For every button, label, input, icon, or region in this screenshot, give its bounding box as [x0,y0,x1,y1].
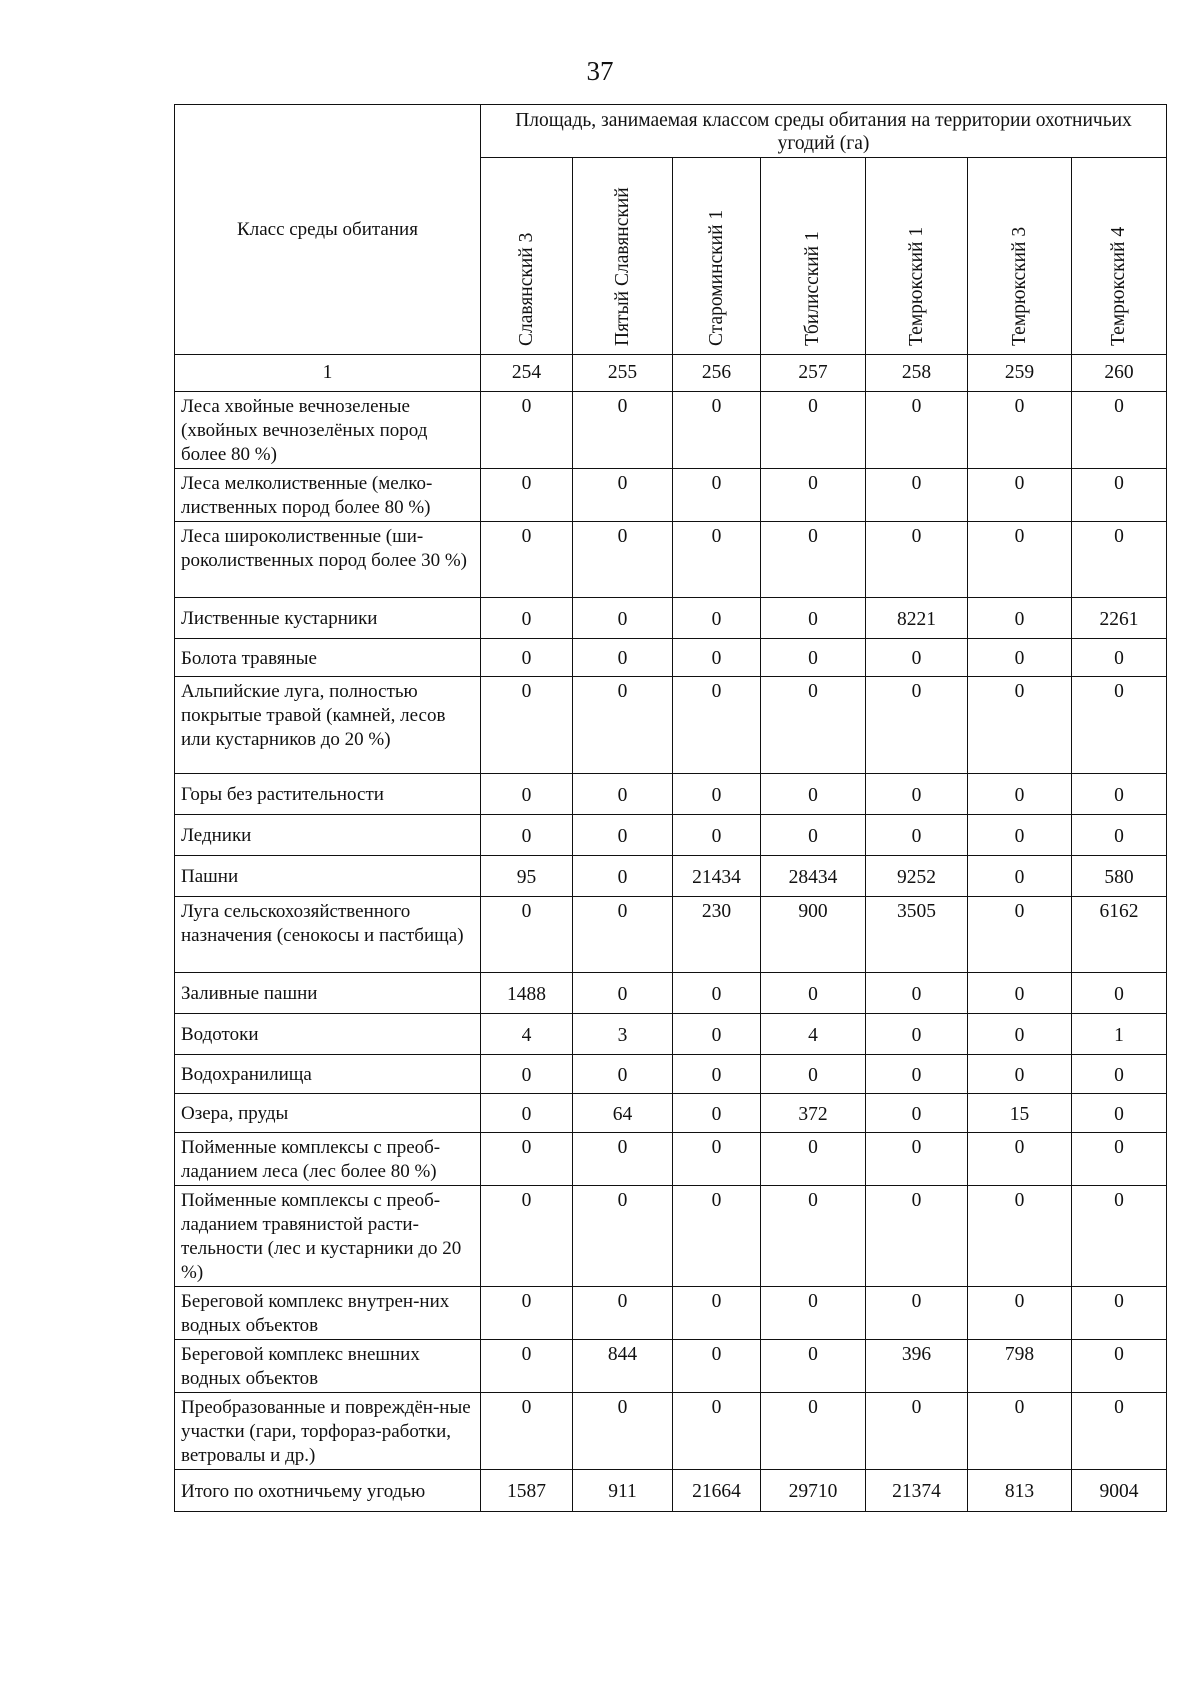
area-value: 0 [1072,1287,1167,1340]
area-value: 0 [481,1287,573,1340]
area-value: 0 [1072,677,1167,774]
area-value: 0 [968,1393,1072,1470]
table-row [175,639,1167,677]
area-value: 0 [673,1393,761,1470]
column-header: Тбилисский 1 [761,158,866,355]
area-value: 3 [573,1014,673,1055]
area-value: 0 [481,677,573,774]
area-value: 0 [761,1393,866,1470]
area-value: 0 [866,815,968,856]
area-value: 0 [968,639,1072,677]
habitat-class-name: Преобразованные и повреждён-ные участки (гари, торфораз-работки, ветровалы и др.) [175,1393,481,1470]
area-value: 0 [968,598,1072,639]
area-value: 0 [866,639,968,677]
area-value: 0 [968,897,1072,973]
area-value: 0 [761,392,866,469]
area-value: 230 [673,897,761,973]
area-value: 0 [968,1055,1072,1094]
area-value: 0 [673,1133,761,1186]
area-value: 0 [866,774,968,815]
area-value: 1 [1072,1014,1167,1055]
area-value: 0 [573,1055,673,1094]
area-value: 28434 [761,856,866,897]
table-row [175,469,1167,522]
page-number: 37 [586,56,614,86]
table-row [175,774,1167,815]
area-value: 0 [573,1133,673,1186]
area-value: 0 [968,1287,1072,1340]
area-value: 0 [761,973,866,1014]
area-value: 0 [1072,1186,1167,1287]
habitat-area-table [174,104,1167,1512]
area-value: 0 [481,469,573,522]
area-value: 0 [968,815,1072,856]
column-number: 258 [866,355,968,392]
area-value: 0 [573,522,673,598]
column-number: 260 [1072,355,1167,392]
area-group-header: Площадь, занимаемая классом среды обитания на территории охотничьих угодий (га) [481,105,1167,158]
area-value: 2261 [1072,598,1167,639]
area-value: 0 [573,469,673,522]
table-row [175,1393,1167,1470]
habitat-class-name: Пойменные комплексы с преоб-ладанием леса (лес более 80 %) [175,1133,481,1186]
area-value: 6162 [1072,897,1167,973]
column-number: 1 [175,355,481,392]
area-value: 0 [761,677,866,774]
area-value: 3505 [866,897,968,973]
habitat-class-name: Леса широколиственные (ши-роколиственных пород более 30 %) [175,522,481,598]
area-value: 0 [866,1094,968,1133]
area-value: 0 [761,1340,866,1393]
area-value: 0 [761,1287,866,1340]
area-value: 21434 [673,856,761,897]
area-value: 0 [1072,392,1167,469]
total-value: 21374 [866,1470,968,1512]
area-value: 0 [968,677,1072,774]
area-value: 0 [481,598,573,639]
area-value: 8221 [866,598,968,639]
total-value: 9004 [1072,1470,1167,1512]
area-value: 0 [673,469,761,522]
habitat-class-name: Горы без растительности [175,774,481,815]
area-value: 0 [1072,469,1167,522]
table-row [175,1287,1167,1340]
table-row [175,897,1167,973]
area-value: 0 [1072,1340,1167,1393]
total-row [175,1470,1167,1512]
area-value: 0 [673,1287,761,1340]
table-row [175,677,1167,774]
area-value: 64 [573,1094,673,1133]
column-header: Темрюкский 4 [1072,158,1167,355]
area-value: 0 [866,1014,968,1055]
total-value: 21664 [673,1470,761,1512]
area-value: 0 [481,1340,573,1393]
column-number: 257 [761,355,866,392]
column-header: Пятый Славянский [573,158,673,355]
column-number: 254 [481,355,573,392]
area-value: 0 [673,774,761,815]
habitat-class-name: Пашни [175,856,481,897]
area-value: 0 [673,1014,761,1055]
area-value: 0 [761,1186,866,1287]
area-value: 0 [1072,1393,1167,1470]
area-value: 0 [573,677,673,774]
area-value: 0 [573,856,673,897]
column-number: 259 [968,355,1072,392]
area-value: 0 [866,1055,968,1094]
area-value: 0 [481,639,573,677]
area-value: 0 [1072,639,1167,677]
area-value: 0 [573,774,673,815]
habitat-class-name: Заливные пашни [175,973,481,1014]
area-value: 1488 [481,973,573,1014]
area-value: 844 [573,1340,673,1393]
area-value: 0 [1072,1094,1167,1133]
area-value: 372 [761,1094,866,1133]
area-value: 0 [481,392,573,469]
area-value: 0 [761,774,866,815]
area-value: 4 [761,1014,866,1055]
table-row [175,1340,1167,1393]
area-value: 0 [673,815,761,856]
area-value: 0 [573,1393,673,1470]
area-value: 0 [673,677,761,774]
area-value: 0 [481,1055,573,1094]
area-value: 0 [866,1186,968,1287]
area-value: 0 [866,522,968,598]
area-value: 0 [573,973,673,1014]
area-value: 0 [573,639,673,677]
table-row [175,856,1167,897]
habitat-class-name: Ледники [175,815,481,856]
area-value: 0 [673,1340,761,1393]
area-value: 0 [673,392,761,469]
area-value: 0 [761,522,866,598]
area-value: 0 [866,677,968,774]
area-value: 0 [866,1133,968,1186]
habitat-class-name: Пойменные комплексы с преоб-ладанием травянистой расти-тельности (лес и кустарники до 20 %) [175,1186,481,1287]
table-row [175,973,1167,1014]
area-value: 0 [1072,815,1167,856]
area-value: 0 [1072,1133,1167,1186]
area-value: 396 [866,1340,968,1393]
area-value: 95 [481,856,573,897]
habitat-class-name: Луга сельскохозяйственного назначения (сенокосы и пастбища) [175,897,481,973]
area-value: 0 [761,815,866,856]
area-value: 0 [481,1094,573,1133]
habitat-class-header: Класс среды обитания [175,105,481,355]
area-value: 0 [573,1287,673,1340]
area-value: 0 [968,774,1072,815]
total-value: 1587 [481,1470,573,1512]
area-value: 0 [968,973,1072,1014]
area-value: 0 [968,1186,1072,1287]
column-header: Славянский 3 [481,158,573,355]
table-row [175,1186,1167,1287]
table-row [175,392,1167,469]
area-value: 0 [481,897,573,973]
area-value: 4 [481,1014,573,1055]
area-value: 0 [968,856,1072,897]
habitat-class-name: Лиственные кустарники [175,598,481,639]
area-value: 0 [673,1186,761,1287]
area-value: 0 [1072,774,1167,815]
area-value: 0 [573,897,673,973]
table-row [175,815,1167,856]
area-value: 0 [673,1094,761,1133]
area-value: 0 [673,973,761,1014]
column-number: 255 [573,355,673,392]
area-value: 0 [1072,973,1167,1014]
habitat-class-name: Леса хвойные вечнозеленые (хвойных вечнозелёных пород более 80 %) [175,392,481,469]
column-number-row [175,355,1167,392]
area-value: 0 [481,774,573,815]
area-value: 0 [968,469,1072,522]
area-value: 798 [968,1340,1072,1393]
area-value: 0 [481,815,573,856]
area-value: 0 [968,392,1072,469]
habitat-class-name: Болота травяные [175,639,481,677]
area-value: 900 [761,897,866,973]
area-value: 0 [866,392,968,469]
area-value: 0 [481,1186,573,1287]
area-value: 0 [866,973,968,1014]
column-header: Темрюкский 1 [866,158,968,355]
area-value: 0 [573,1186,673,1287]
area-value: 0 [866,1287,968,1340]
habitat-class-name: Озера, пруды [175,1094,481,1133]
area-value: 0 [866,469,968,522]
area-value: 0 [673,639,761,677]
area-value: 0 [761,469,866,522]
area-value: 0 [761,598,866,639]
habitat-class-name: Водотоки [175,1014,481,1055]
table-row [175,1055,1167,1094]
table-row [175,1014,1167,1055]
table-row [175,1094,1167,1133]
column-header: Староминский 1 [673,158,761,355]
area-value: 0 [1072,1055,1167,1094]
area-value: 0 [481,1393,573,1470]
area-value: 0 [481,1133,573,1186]
area-value: 15 [968,1094,1072,1133]
habitat-class-name: Береговой комплекс внешних водных объектов [175,1340,481,1393]
habitat-class-name: Альпийские луга, полностью покрытые травой (камней, лесов или кустарников до 20 %) [175,677,481,774]
area-value: 0 [481,522,573,598]
column-header: Темрюкский 3 [968,158,1072,355]
area-value: 0 [761,1133,866,1186]
total-value: 29710 [761,1470,866,1512]
total-label: Итого по охотничьему угодью [175,1470,481,1512]
area-value: 0 [761,1055,866,1094]
area-value: 0 [573,392,673,469]
area-value: 0 [573,815,673,856]
habitat-class-name: Водохранилища [175,1055,481,1094]
area-value: 0 [673,522,761,598]
habitat-class-name: Береговой комплекс внутрен-них водных объектов [175,1287,481,1340]
table-row [175,598,1167,639]
area-value: 0 [968,1133,1072,1186]
area-value: 0 [1072,522,1167,598]
area-value: 0 [968,1014,1072,1055]
habitat-class-name: Леса мелколиственные (мелко-лиственных пород более 80 %) [175,469,481,522]
area-value: 0 [573,598,673,639]
area-value: 9252 [866,856,968,897]
table-row [175,1133,1167,1186]
area-value: 0 [761,639,866,677]
table-row [175,522,1167,598]
area-value: 0 [673,1055,761,1094]
total-value: 813 [968,1470,1072,1512]
column-number: 256 [673,355,761,392]
total-value: 911 [573,1470,673,1512]
area-value: 0 [673,598,761,639]
area-value: 580 [1072,856,1167,897]
area-value: 0 [968,522,1072,598]
area-value: 0 [866,1393,968,1470]
